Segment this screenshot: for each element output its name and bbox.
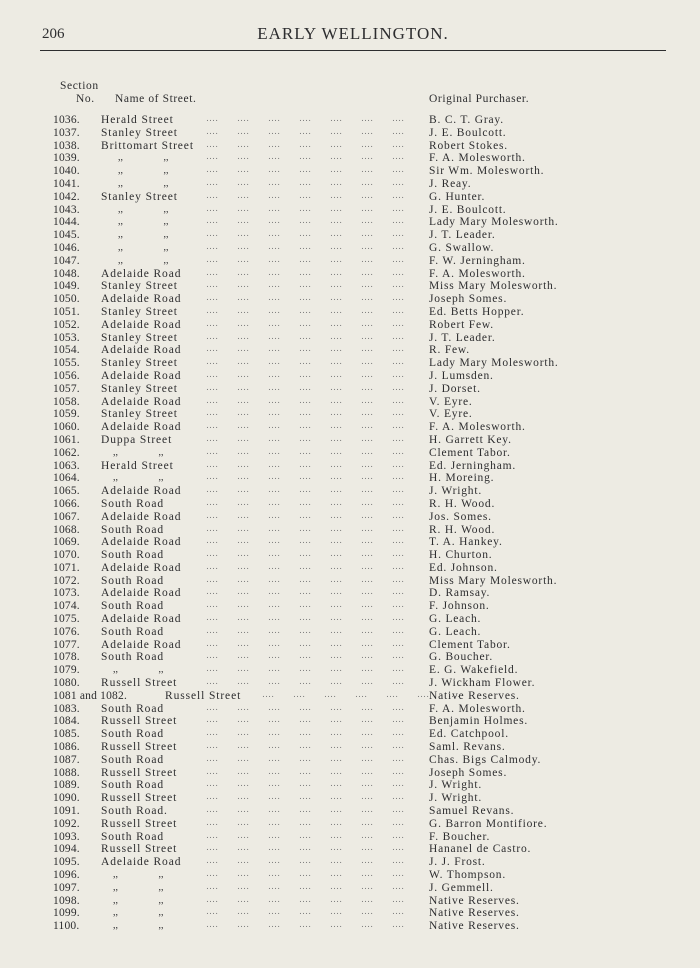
dot-leaders: …. …. …. …. …. …. …. (206, 650, 405, 661)
section-number: 1042. (53, 190, 80, 203)
section-number: 1069. (53, 536, 80, 549)
section-number: 1095. (53, 856, 80, 869)
original-purchaser: F. A. Molesworth. (429, 152, 526, 165)
original-purchaser: J. Reay. (429, 177, 472, 190)
street-name: South Road (101, 728, 164, 741)
dot-leaders: …. …. …. …. …. …. …. (206, 138, 405, 149)
section-number: 1085. (53, 728, 80, 741)
dot-leaders: …. …. …. …. …. …. …. (206, 816, 405, 827)
column-heading-street: Name of Street. (115, 93, 197, 105)
street-name: South Road (101, 600, 164, 613)
street-name: Herald Street (101, 459, 174, 472)
dot-leaders: …. …. …. …. …. …. …. (206, 791, 405, 802)
original-purchaser: V. Eyre. (429, 408, 473, 421)
original-purchaser: J. Wright. (429, 779, 483, 792)
dot-leaders: …. …. …. …. …. …. …. (206, 368, 405, 379)
section-number: 1052. (53, 318, 80, 331)
dot-leaders: …. …. …. …. …. …. …. (206, 829, 405, 840)
street-name: Russell Street (101, 766, 178, 779)
street-name: Brittomart Street (101, 139, 194, 152)
dot-leaders: …. …. …. …. …. …. …. (206, 202, 405, 213)
section-number: 1065. (53, 485, 80, 498)
street-name: Adelaide Road (101, 587, 182, 600)
dot-leaders: …. …. …. …. …. …. …. (206, 765, 405, 776)
dot-leaders: …. …. …. …. …. …. …. (206, 432, 405, 443)
section-number: 1053. (53, 331, 80, 344)
original-purchaser: J. Lumsden. (429, 369, 494, 382)
street-name: Duppa Street (101, 433, 173, 446)
dot-leaders: …. …. …. …. …. …. …. (206, 420, 405, 431)
original-purchaser: Ed. Jerningham. (429, 459, 517, 472)
street-name: Adelaide Road (101, 344, 182, 357)
original-purchaser: Benjamin Holmes. (429, 715, 529, 728)
dot-leaders: …. …. …. …. …. …. …. (206, 701, 405, 712)
dot-leaders: …. …. …. …. …. …. …. (206, 266, 405, 277)
original-purchaser: H. Garrett Key. (429, 433, 512, 446)
original-purchaser: J. Wright. (429, 485, 483, 498)
section-number: 1077. (53, 638, 80, 651)
dot-leaders: …. …. …. …. …. …. …. (206, 548, 405, 559)
ditto-marks: ,, ,, (118, 165, 169, 177)
section-number: 1063. (53, 459, 80, 472)
original-purchaser: Robert Few. (429, 318, 494, 331)
dot-leaders: …. …. …. …. …. …. …. (206, 906, 405, 917)
dot-leaders: …. …. …. …. …. …. …. (206, 560, 405, 571)
dot-leaders: …. …. …. …. …. …. …. (206, 279, 405, 290)
ditto-marks: ,, ,, (113, 920, 164, 932)
page-number: 206 (42, 26, 65, 42)
original-purchaser: R. H. Wood. (429, 497, 496, 510)
street-name: South Road (101, 753, 164, 766)
section-number: 1049. (53, 280, 80, 293)
dot-leaders: …. …. …. …. …. …. …. (206, 855, 405, 866)
dot-leaders: …. …. …. …. …. …. …. (206, 573, 405, 584)
street-name: South Road (101, 549, 164, 562)
dot-leaders: …. …. …. …. …. …. …. (206, 471, 405, 482)
dot-leaders: …. …. …. …. …. …. …. (206, 164, 405, 175)
section-number: 1070. (53, 549, 80, 562)
column-heading-purchaser: Original Purchaser. (429, 93, 530, 105)
original-purchaser: G. Boucher. (429, 651, 494, 664)
section-number: 1041. (53, 177, 80, 190)
street-name: Herald Street (101, 114, 174, 126)
dot-leaders: …. …. …. …. …. …. …. (206, 215, 405, 226)
dot-leaders: …. …. …. …. …. …. …. (206, 637, 405, 648)
original-purchaser: J. Dorset. (429, 382, 481, 395)
dot-leaders: …. …. …. …. …. …. …. (206, 752, 405, 763)
dot-leaders: …. …. …. …. …. …. …. (206, 893, 405, 904)
street-name: Adelaide Road (101, 293, 182, 306)
street-name: Adelaide Road (101, 638, 182, 651)
section-number: 1064. (53, 472, 80, 485)
street-name: Russell Street (165, 689, 242, 702)
street-name: South Road (101, 702, 164, 715)
street-name: Adelaide Road (101, 510, 182, 523)
section-number: 1072. (53, 574, 80, 587)
section-number: 1038. (53, 139, 80, 152)
street-name: Stanley Street (101, 331, 178, 344)
street-name: Russell Street (101, 817, 178, 830)
section-number: 1057. (53, 382, 80, 395)
street-name: Adelaide Road (101, 613, 182, 626)
street-name: South Road. (101, 805, 168, 818)
street-name: South Road (101, 523, 164, 536)
original-purchaser: F. A. Molesworth. (429, 267, 526, 280)
dot-leaders: …. …. …. …. …. …. …. (206, 740, 405, 751)
original-purchaser: Clement Tabor. (429, 446, 511, 459)
section-number: 1066. (53, 497, 80, 510)
original-purchaser: Sir Wm. Molesworth. (429, 165, 545, 178)
section-number: 1076. (53, 625, 80, 638)
street-name: Adelaide Road (101, 536, 182, 549)
original-purchaser: V. Eyre. (429, 395, 473, 408)
street-name: Russell Street (101, 715, 178, 728)
ditto-marks: ,, ,, (113, 907, 164, 919)
dot-leaders: …. …. …. …. …. …. …. (206, 509, 405, 520)
section-number: 1050. (53, 293, 80, 306)
section-number: 1043. (53, 203, 80, 216)
original-purchaser: E. G. Wakefield. (429, 664, 519, 677)
section-number: 1089. (53, 779, 80, 792)
street-name: Adelaide Road (101, 485, 182, 498)
street-name: Adelaide Road (101, 369, 182, 382)
dot-leaders: …. …. …. …. …. …. …. (206, 189, 405, 200)
original-purchaser: T. A. Hankey. (429, 536, 503, 549)
dot-leaders: …. …. …. …. …. …. …. (206, 714, 405, 725)
dot-leaders: …. …. …. …. …. …. …. (206, 317, 405, 328)
column-heading-section: Section (60, 80, 99, 92)
section-number: 1098. (53, 894, 80, 907)
ditto-marks: ,, ,, (113, 664, 164, 676)
dot-leaders: …. …. …. …. …. …. …. (206, 727, 405, 738)
street-name: Stanley Street (101, 190, 178, 203)
section-number: 1036. (53, 114, 80, 126)
original-purchaser: Jos. Somes. (429, 510, 492, 523)
running-title: EARLY WELLINGTON. (257, 24, 449, 43)
original-purchaser: B. C. T. Gray. (429, 114, 504, 126)
section-number: 1061. (53, 433, 80, 446)
original-purchaser: G. Swallow. (429, 241, 495, 254)
dot-leaders: …. …. …. …. …. …. …. (206, 599, 405, 610)
street-name: Adelaide Road (101, 856, 182, 869)
original-purchaser: Joseph Somes. (429, 766, 508, 779)
dot-leaders: …. …. …. …. …. …. …. (206, 535, 405, 546)
original-purchaser: H. Moreing. (429, 472, 495, 485)
section-number: 1073. (53, 587, 80, 600)
dot-leaders: …. …. …. …. …. …. …. (206, 240, 405, 251)
dot-leaders: …. …. …. …. …. …. …. (206, 676, 405, 687)
section-number: 1074. (53, 600, 80, 613)
street-name: South Road (101, 625, 164, 638)
dot-leaders: …. …. …. …. …. …. …. (206, 445, 405, 456)
section-number: 1086. (53, 741, 80, 754)
dot-leaders: …. …. …. …. …. …. …. (206, 804, 405, 815)
original-purchaser: Ed. Betts Hopper. (429, 305, 525, 318)
dot-leaders: …. …. …. …. …. …. …. (206, 304, 405, 315)
original-purchaser: Chas. Bigs Calmody. (429, 753, 542, 766)
dot-leaders: …. …. …. …. …. …. …. (206, 356, 405, 367)
street-name: South Road (101, 830, 164, 843)
street-name: Adelaide Road (101, 395, 182, 408)
original-purchaser: Miss Mary Molesworth. (429, 574, 558, 587)
section-number: 1097. (53, 881, 80, 894)
original-purchaser: Robert Stokes. (429, 139, 508, 152)
street-name: Russell Street (101, 792, 178, 805)
table-row (0, 920, 700, 933)
original-purchaser: F. A. Molesworth. (429, 702, 526, 715)
ditto-marks: ,, ,, (113, 881, 164, 893)
section-number: 1062. (53, 446, 80, 459)
street-name: Stanley Street (101, 126, 178, 139)
section-number: 1040. (53, 165, 80, 178)
dot-leaders: …. …. …. …. …. …. …. (206, 919, 405, 930)
section-number: 1054. (53, 344, 80, 357)
section-number: 1091. (53, 805, 80, 818)
street-name: Adelaide Road (101, 318, 182, 331)
street-name: Stanley Street (101, 305, 178, 318)
street-name: Russell Street (101, 677, 178, 690)
section-number: 1037. (53, 126, 80, 139)
street-name: Russell Street (101, 843, 178, 856)
ditto-marks: ,, ,, (113, 472, 164, 484)
ditto-marks: ,, ,, (113, 894, 164, 906)
street-name: Adelaide Road (101, 421, 182, 434)
column-heading-no: No. (76, 93, 95, 105)
street-name: Adelaide Road (101, 267, 182, 280)
section-number: 1088. (53, 766, 80, 779)
street-name: South Road (101, 497, 164, 510)
page-header (40, 22, 666, 51)
section-number: 1046. (53, 241, 80, 254)
original-purchaser: J. E. Boulcott. (429, 203, 507, 216)
section-number: 1059. (53, 408, 80, 421)
dot-leaders: …. …. …. …. …. …. …. (262, 688, 461, 699)
original-purchaser: F. A. Molesworth. (429, 421, 526, 434)
section-number: 1100. (53, 920, 80, 933)
section-number: 1096. (53, 869, 80, 882)
original-purchaser: R. H. Wood. (429, 523, 496, 536)
original-purchaser: J. Gemmell. (429, 881, 494, 894)
dot-leaders: …. …. …. …. …. …. …. (206, 176, 405, 187)
street-name: Stanley Street (101, 408, 178, 421)
section-number: 1067. (53, 510, 80, 523)
ditto-marks: ,, ,, (118, 152, 169, 164)
section-number: 1080. (53, 677, 80, 690)
original-purchaser: F. W. Jerningham. (429, 254, 526, 267)
original-purchaser: R. Few. (429, 344, 470, 357)
ditto-marks: ,, ,, (118, 254, 169, 266)
dot-leaders: …. …. …. …. …. …. …. (206, 868, 405, 879)
street-name: Stanley Street (101, 280, 178, 293)
original-purchaser: F. Johnson. (429, 600, 490, 613)
dot-leaders: …. …. …. …. …. …. …. (206, 228, 405, 239)
dot-leaders: …. …. …. …. …. …. …. (206, 113, 405, 123)
original-purchaser: Hananel de Castro. (429, 843, 532, 856)
dot-leaders: …. …. …. …. …. …. …. (206, 253, 405, 264)
original-purchaser: Joseph Somes. (429, 293, 508, 306)
street-name: Stanley Street (101, 382, 178, 395)
dot-leaders: …. …. …. …. …. …. …. (206, 330, 405, 341)
original-purchaser: G. Barron Montifiore. (429, 817, 548, 830)
street-name: Stanley Street (101, 357, 178, 370)
section-number: 1099. (53, 907, 80, 920)
section-number: 1084. (53, 715, 80, 728)
section-number: 1075. (53, 613, 80, 626)
street-name: South Road (101, 651, 164, 664)
dot-leaders: …. …. …. …. …. …. …. (206, 292, 405, 303)
dot-leaders: …. …. …. …. …. …. …. (206, 586, 405, 597)
street-name: Adelaide Road (101, 561, 182, 574)
ditto-marks: ,, ,, (113, 869, 164, 881)
section-list (0, 114, 700, 933)
original-purchaser: Native Reserves. (429, 920, 520, 933)
original-purchaser: W. Thompson. (429, 869, 507, 882)
original-purchaser: G. Leach. (429, 625, 482, 638)
street-name: Russell Street (101, 741, 178, 754)
section-number: 1048. (53, 267, 80, 280)
section-number: 1071. (53, 561, 80, 574)
ditto-marks: ,, ,, (118, 216, 169, 228)
section-number: 1045. (53, 229, 80, 242)
street-name: South Road (101, 574, 164, 587)
original-purchaser: Native Reserves. (429, 894, 520, 907)
section-number: 1090. (53, 792, 80, 805)
dot-leaders: …. …. …. …. …. …. …. (206, 842, 405, 853)
ditto-marks: ,, ,, (118, 229, 169, 241)
section-number: 1083. (53, 702, 80, 715)
dot-leaders: …. …. …. …. …. …. …. (206, 624, 405, 635)
dot-leaders: …. …. …. …. …. …. …. (206, 394, 405, 405)
dot-leaders: …. …. …. …. …. …. …. (206, 522, 405, 533)
original-purchaser: Saml. Revans. (429, 741, 506, 754)
section-number: 1068. (53, 523, 80, 536)
original-purchaser: J. E. Boulcott. (429, 126, 507, 139)
dot-leaders: …. …. …. …. …. …. …. (206, 484, 405, 495)
section-number: 1081 and 1082. (53, 689, 128, 702)
section-number: 1078. (53, 651, 80, 664)
original-purchaser: G. Leach. (429, 613, 482, 626)
dot-leaders: …. …. …. …. …. …. …. (206, 880, 405, 891)
section-number: 1060. (53, 421, 80, 434)
original-purchaser: J. T. Leader. (429, 331, 496, 344)
section-number: 1047. (53, 254, 80, 267)
section-number: 1056. (53, 369, 80, 382)
ditto-marks: ,, ,, (118, 203, 169, 215)
original-purchaser: J. T. Leader. (429, 229, 496, 242)
section-number: 1039. (53, 152, 80, 165)
original-purchaser: Miss Mary Molesworth. (429, 280, 558, 293)
ditto-marks: ,, ,, (118, 177, 169, 189)
street-name: South Road (101, 779, 164, 792)
dot-leaders: …. …. …. …. …. …. …. (206, 151, 405, 162)
dot-leaders: …. …. …. …. …. …. …. (206, 125, 405, 136)
dot-leaders: …. …. …. …. …. …. …. (206, 778, 405, 789)
original-purchaser: F. Boucher. (429, 830, 491, 843)
dot-leaders: …. …. …. …. …. …. …. (206, 381, 405, 392)
section-number: 1055. (53, 357, 80, 370)
original-purchaser: Clement Tabor. (429, 638, 511, 651)
original-purchaser: Lady Mary Molesworth. (429, 216, 559, 229)
original-purchaser: Ed. Johnson. (429, 561, 498, 574)
dot-leaders: …. …. …. …. …. …. …. (206, 663, 405, 674)
dot-leaders: …. …. …. …. …. …. …. (206, 407, 405, 418)
dot-leaders: …. …. …. …. …. …. …. (206, 458, 405, 469)
dot-leaders: …. …. …. …. …. …. …. (206, 612, 405, 623)
original-purchaser: Native Reserves. (429, 689, 520, 702)
original-purchaser: J. Wickham Flower. (429, 677, 536, 690)
section-number: 1058. (53, 395, 80, 408)
original-purchaser: Ed. Catchpool. (429, 728, 509, 741)
dot-leaders: …. …. …. …. …. …. …. (206, 496, 405, 507)
original-purchaser: J. J. Frost. (429, 856, 486, 869)
section-number: 1094. (53, 843, 80, 856)
original-purchaser: D. Ramsay. (429, 587, 491, 600)
original-purchaser: G. Hunter. (429, 190, 486, 203)
original-purchaser: J. Wright. (429, 792, 483, 805)
original-purchaser: Lady Mary Molesworth. (429, 357, 559, 370)
ditto-marks: ,, ,, (113, 446, 164, 458)
section-number: 1087. (53, 753, 80, 766)
original-purchaser: Samuel Revans. (429, 805, 515, 818)
original-purchaser: H. Churton. (429, 549, 493, 562)
section-number: 1051. (53, 305, 80, 318)
ditto-marks: ,, ,, (118, 241, 169, 253)
section-number: 1044. (53, 216, 80, 229)
dot-leaders: …. …. …. …. …. …. …. (206, 343, 405, 354)
section-number: 1093. (53, 830, 80, 843)
original-purchaser: Native Reserves. (429, 907, 520, 920)
section-number: 1092. (53, 817, 80, 830)
section-number: 1079. (53, 664, 80, 677)
